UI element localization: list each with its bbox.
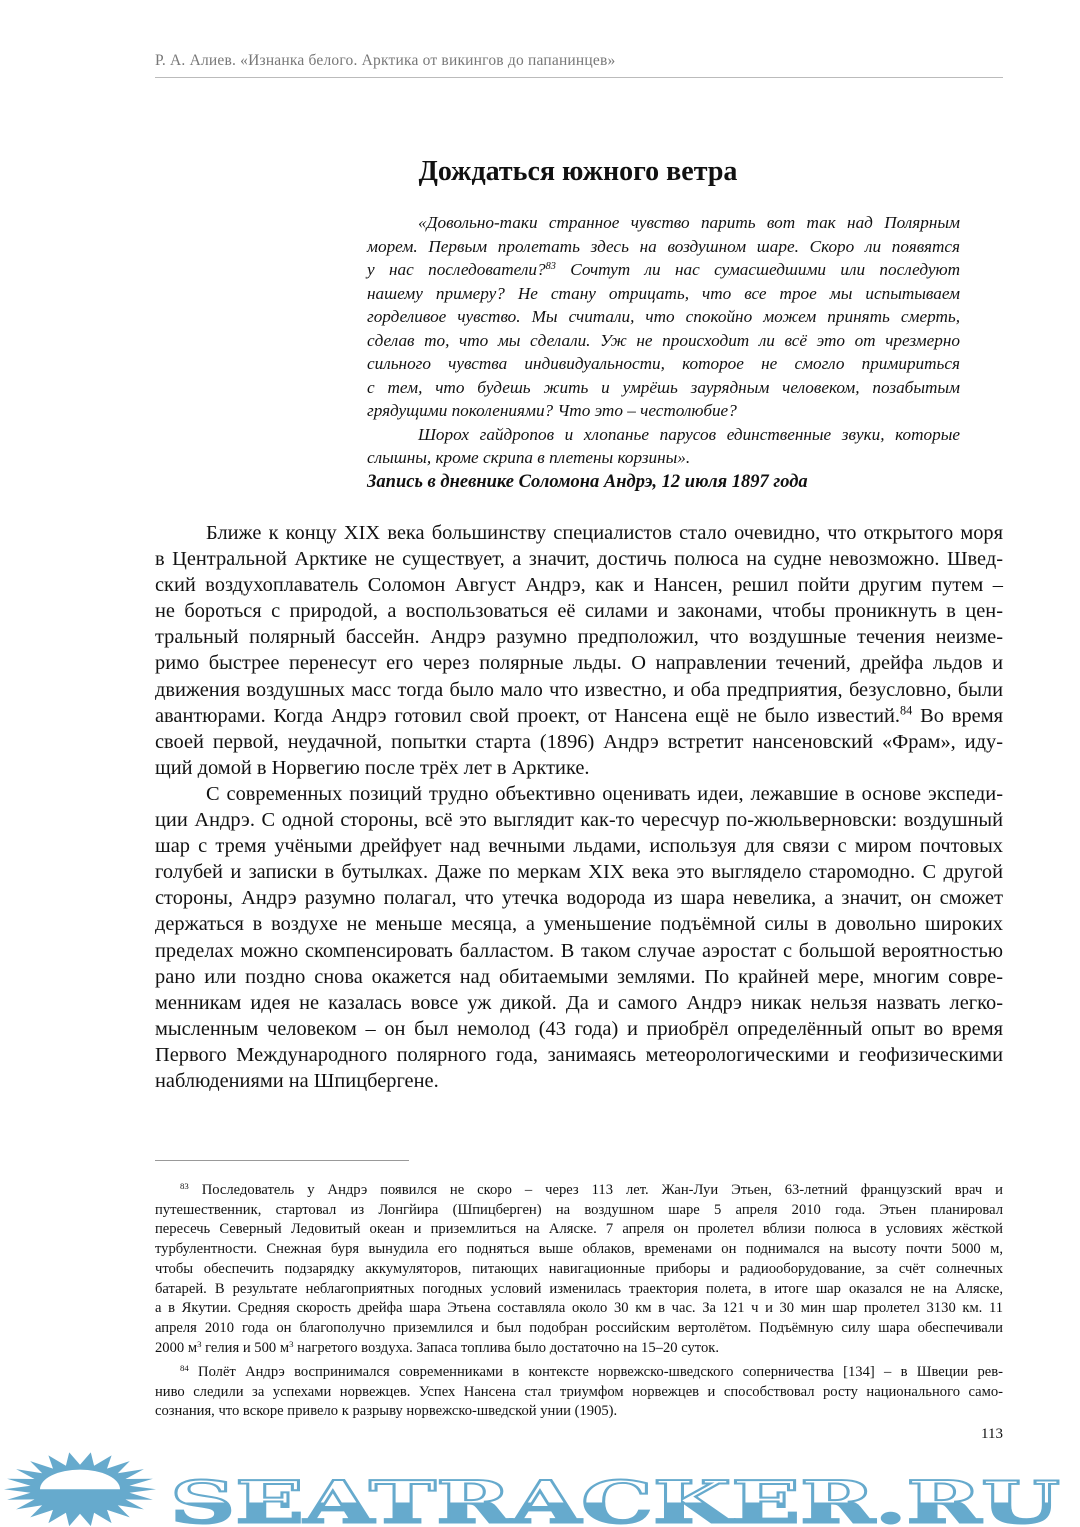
line-text: авантюрами. Когда Андрэ готовил свой проект, от Нансена ещё не было известий. [155,704,901,727]
page-number: 113 [981,1426,1003,1442]
text-line: сильного чувства индивидуальности, которое не смогло примириться [367,354,960,373]
line-text: Сочтут ли нас сумасшедшими или последуют [555,260,960,279]
seatracker-watermark-logo [0,1450,1080,1527]
text-line: пределах можно скомпенсировать балластом. В таком случае аэростат с большой вероятностью [155,939,1003,962]
epigraph-attribution: Запись в дневнике Соломона Андрэ, 12 июля 1897 года [367,472,808,492]
text-line: мысленным человеком – он был немолод (43 года) и приобрёл определённый опыт во время [155,1017,1003,1040]
text-line: наблюдениями на Шпицбергене. [155,1069,439,1092]
text-line: Шорох гайдропов и хлопанье парусов единственные звуки, которые [418,424,960,444]
footnote-ref: 84 [900,703,913,718]
text-line: щий домой в Норвегию после трёх лет в Арктике. [155,756,590,779]
text-line: пересечь Северный Ледовитый океан и приземлиться на Аляске. 7 апреля он пролетел вблизи полюса в условиях жёсткой [155,1221,1003,1238]
text-line: рано или поздно снова окажется над обитаемыми землями. По крайней мере, многим совре- [155,965,1003,988]
footnote-ref: 84 [180,1362,189,1373]
text-line: турбулентности. Снежная буря вынудила его подняться выше облаков, временами он поднимался на высоту почти 5000 м, [155,1241,1003,1258]
text-line: сделав то, что мы сделали. Уж не происходит ли всё это от чрезмерно [367,330,960,350]
text-line: шар с тремя учёными дрейфует над вечными льдами, используя для связи с миром почтовых [155,835,1003,858]
text-line: тральный полярный бассейн. Андрэ разумно предположил, что воздушные течения неизме- [155,626,1003,649]
running-header: Р. А. Алиев. «Изнанка белого. Арктика от викингов до папанинцев» [155,52,616,69]
text-line: сознания, что вскоре привело к разрыву норвежско-шведской унии (1905). [155,1403,618,1420]
text-line [155,1363,1003,1383]
footnote-84 [155,1363,1003,1422]
footnote-ref: 3 [197,1338,202,1349]
line-text: 2000 м [155,1339,198,1356]
text-line [155,703,1003,729]
text-line: голубей и записки в бутылках. Даже по меркам XIX века это выглядело старомодно. С другой [155,861,1003,884]
text-line: движения воздушных масс тогда было мало что известно, и оба предприятия, безусловно, были [155,678,1003,701]
sun-icon [4,1452,156,1526]
text-line: держаться в воздухе не меньше месяца, а уменьшение подъёмной силы в довольно широких [155,913,1003,936]
text-line: ции Андрэ. С одной стороны, всё это выглядит как-то чересчур по-жюльверновски: воздушный [155,809,1003,832]
text-line: ниво следили за успехами норвежцев. Успех Нансена стал триумфом норвежцев и способствовал росту национального само- [155,1383,1003,1400]
epigraph [367,211,960,470]
text-line: ский воздухоплаватель Соломон Август Андрэ, как и Нансен, решил пойти другим путем – [155,574,1003,597]
paragraph [155,520,1003,781]
text-line: нашему примеру? Не стану отрицать, что все трое мы испытываем [367,283,960,303]
text-line: стороны, Андрэ разумно полагал, что утечка водорода из шара невелика, а значит, он сможет [155,887,1003,910]
line-text: Последователь у Андрэ появился не скоро – через 113 лет. Жан-Луи Этьен, 63-летний французский врач и [188,1182,1003,1198]
footnote-ref: 83 [180,1180,189,1191]
watermark-text: SEATRACKER.RU [169,1468,1060,1527]
text-line: Ближе к концу XIX века большинству специалистов стало очевидно, что открытого моря [206,522,1003,544]
text-line: батарей. В результате неблагоприятных погодных условий изменилась траектория полета, в итоге шар оказался не на Аляске, [155,1280,1003,1297]
text-line: в Центральной Арктике не существует, а значит, достичь полюса на судне невозможно. Швед- [155,548,1003,571]
line-text: гелия и 500 м [201,1339,290,1356]
text-line: чтобы обеспечить подзарядку аккумуляторов, питающих навигационные приборы и радиооборудование, за счёт солнечных [155,1260,1003,1277]
text-line: горделивое чувство. Мы считали, что спокойно можем принять смерть, [367,307,960,326]
text-line: с тем, что будешь жить и умрёшь заурядным человеком, позабытым [367,377,960,397]
text-line: морем. Первым пролетать здесь на воздушном шаре. Скоро ли появятся [367,236,960,256]
line-text: у нас последователи? [367,260,546,279]
text-line: римо быстрее перенесут его через полярные льды. О направлении течений, дрейфа льдов и [155,652,1003,675]
line-text: Во время [912,704,1003,727]
text-line: апреля 2010 года он благополучно приземлился и был подобран российским вертолётом. Подъёмную силу шара обеспечивали [155,1319,1003,1336]
text-line: своей первой, неудачной, попытки старта (1896) Андрэ встретит нансеновский «Фрам», иду- [155,730,1003,753]
footnote-ref: 83 [545,260,556,272]
text-line: «Довольно-таки странное чувство парить вот так над Полярным [418,213,960,232]
text-line: а в Якутии. Средняя скорость дрейфа шара Этьена составляла около 30 км в час. За 121 ч и 30 мин шар пролетел 3130 км. 11 [155,1300,1003,1317]
superscript: 3 [289,1338,294,1349]
footnote-83 [155,1181,1003,1358]
text-line: менникам идея не казалась вовсе уж дикой. Да и самого Андрэ никак нельзя назвать легко- [155,991,1003,1014]
text-line: слышны, кроме скрипа в плетены корзины». [367,448,691,467]
text-line [155,1339,1003,1359]
line-text: Полёт Андрэ воспринимался современниками в контексте норвежско-шведского соперничества [134] – в Швеции рев- [188,1364,1003,1380]
body-text [155,520,1003,1094]
chapter-title: Дождаться южного ветра [418,156,738,187]
line-text: нагретого воздуха. Запаса топлива было достаточно на 15–20 суток. [293,1339,719,1356]
text-line [155,1181,1003,1201]
text-line [367,258,960,282]
text-line: путешественник, стартовал из Лонгйира (Шпицберген) на воздушном шаре 5 апреля 2010 года. Этьен планировал [155,1201,1003,1218]
header-divider [155,77,1003,78]
paragraph [155,781,1003,1094]
text-line: грядущими поколениями? Что это – честолюбие? [367,401,737,420]
footnote-divider [155,1160,409,1161]
text-line: Первого Международного полярного года, занимаясь метеорологическими и геофизическими [155,1043,1003,1066]
text-line: С современных позиций трудно объективно оценивать идеи, лежавшие в основе экспеди- [206,782,1003,805]
text-line: не бороться с природой, а воспользоваться её силами и законами, чтобы проникнуть в цен- [155,600,1003,623]
